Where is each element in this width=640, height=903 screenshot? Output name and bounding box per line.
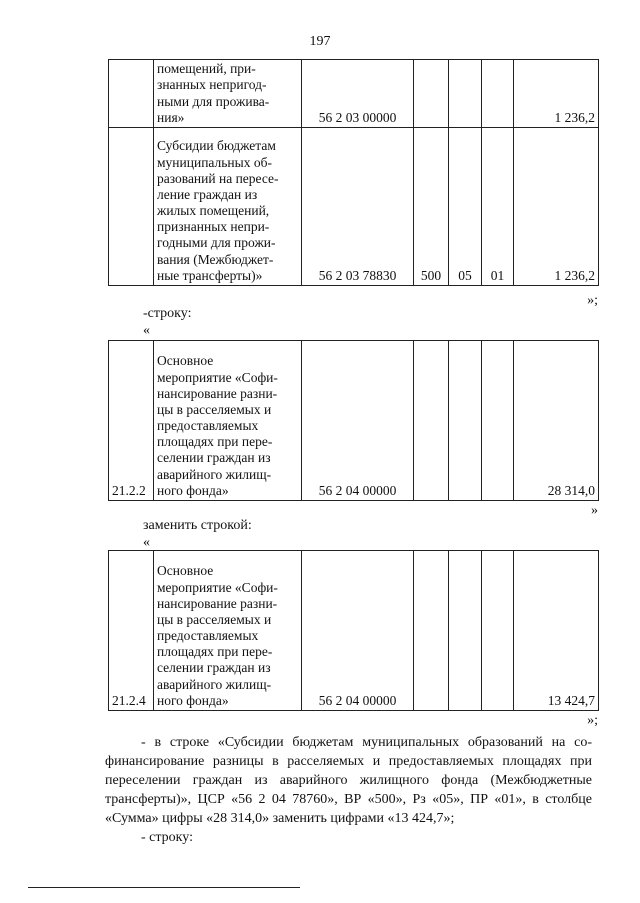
- row-number-cell: [109, 128, 154, 286]
- pr-cell: [482, 341, 514, 501]
- name-line: мероприятие «Софи-: [157, 369, 278, 385]
- closing-quote: »: [591, 503, 598, 518]
- name-line: муниципальных об-: [157, 154, 272, 170]
- pr-cell: [482, 60, 514, 128]
- rz-cell: [449, 60, 482, 128]
- name-line: предоставляемых: [157, 418, 259, 434]
- footer-divider: [28, 887, 300, 888]
- name-line: Основное: [157, 563, 214, 579]
- row-name-cell: [154, 60, 302, 128]
- closing-quote: »;: [587, 293, 598, 308]
- csr-cell: 56 2 04 00000: [302, 341, 414, 501]
- row-number-cell: [109, 60, 154, 128]
- name-line: предоставляемых: [157, 628, 259, 644]
- name-line: цы в расселяемых и: [157, 401, 272, 417]
- amendment-paragraph: [105, 733, 592, 828]
- name-line: селении граждан из: [157, 450, 271, 466]
- opening-quote: «: [143, 323, 150, 338]
- rz-cell: [449, 341, 482, 501]
- table-old-row: [108, 340, 599, 501]
- instruction-label: - строку:: [141, 830, 193, 845]
- name-line: нансирование разни-: [157, 385, 278, 401]
- name-line: ния»: [157, 109, 185, 125]
- table-row: [109, 341, 599, 501]
- name-line: ными для прожива-: [157, 93, 270, 109]
- vr-cell: 500: [414, 128, 449, 286]
- closing-quote: »;: [587, 713, 598, 728]
- csr-cell: 56 2 03 00000: [302, 60, 414, 128]
- name-line: годными для прожи-: [157, 235, 276, 251]
- rz-cell: [449, 551, 482, 711]
- vr-cell: [414, 551, 449, 711]
- sum-cell: 28 314,0: [514, 341, 599, 501]
- sum-cell: 1 236,2: [514, 60, 599, 128]
- name-line: знанных непригод-: [157, 77, 267, 93]
- table-continuation: [108, 59, 599, 286]
- vr-cell: [414, 341, 449, 501]
- paragraph-line: финансирование разницы в расселяемых и предоставляемых площадях при: [105, 754, 592, 769]
- name-line: ные трансферты)»: [157, 267, 263, 283]
- page-number: 197: [309, 34, 331, 49]
- name-line: жилых помещений,: [157, 203, 270, 219]
- sum-cell: 13 424,7: [514, 551, 599, 711]
- name-line: нансирование разни-: [157, 595, 278, 611]
- name-line: Субсидии бюджетам: [157, 138, 276, 154]
- row-name-cell: [154, 128, 302, 286]
- row-number-cell: 21.2.2: [109, 341, 154, 501]
- name-line: признанных непри-: [157, 219, 270, 235]
- opening-quote: «: [143, 535, 150, 550]
- row-name-cell: [154, 341, 302, 501]
- csr-cell: 56 2 03 78830: [302, 128, 414, 286]
- csr-cell: 56 2 04 00000: [302, 551, 414, 711]
- paragraph-line: трансферты)», ЦСР «56 2 04 78760», ВР «500», Рз «05», ПР «01», в столбце: [105, 792, 592, 807]
- instruction-label: -строку:: [143, 306, 192, 321]
- instruction-label: заменить строкой:: [143, 518, 252, 533]
- paragraph-line: переселении граждан из аварийного жилищного фонда (Межбюджетные: [105, 773, 592, 788]
- rz-cell: 05: [449, 128, 482, 286]
- name-line: аварийного жилищ-: [157, 466, 272, 482]
- table-new-row: [108, 550, 599, 711]
- row-name-cell: [154, 551, 302, 711]
- name-line: мероприятие «Софи-: [157, 579, 278, 595]
- table-row: [109, 128, 599, 286]
- name-line: ление граждан из: [157, 186, 258, 202]
- name-line: разований на пересе-: [157, 170, 279, 186]
- name-line: ного фонда»: [157, 692, 229, 708]
- vr-cell: [414, 60, 449, 128]
- name-line: цы в расселяемых и: [157, 611, 272, 627]
- pr-cell: 01: [482, 128, 514, 286]
- row-number-cell: 21.2.4: [109, 551, 154, 711]
- name-line: ного фонда»: [157, 482, 229, 498]
- table-row: [109, 551, 599, 711]
- name-line: вания (Межбюджет-: [157, 251, 274, 267]
- table-row: [109, 60, 599, 128]
- name-line: помещений, при-: [157, 61, 256, 77]
- name-line: площадях при пере-: [157, 644, 273, 660]
- name-line: Основное: [157, 353, 214, 369]
- name-line: селении граждан из: [157, 660, 271, 676]
- sum-cell: 1 236,2: [514, 128, 599, 286]
- name-line: аварийного жилищ-: [157, 676, 272, 692]
- paragraph-line: «Сумма» цифры «28 314,0» заменить цифрами «13 424,7»;: [105, 811, 455, 826]
- paragraph-line: - в строке «Субсидии бюджетам муниципальных образований на со-: [141, 735, 592, 750]
- pr-cell: [482, 551, 514, 711]
- name-line: площадях при пере-: [157, 434, 273, 450]
